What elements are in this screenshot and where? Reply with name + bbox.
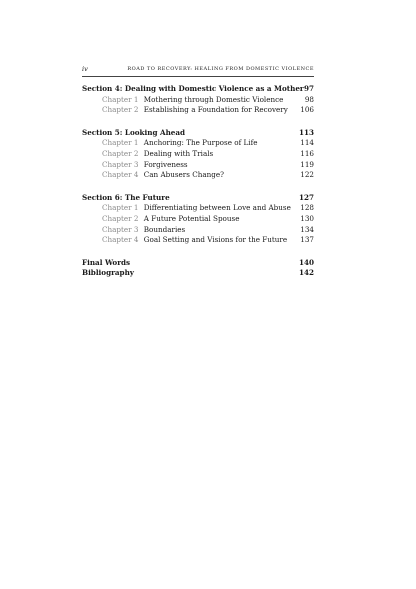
running-head	[82, 64, 314, 77]
section-label: Section 6:	[82, 192, 123, 202]
chapter-page-number: 98	[304, 94, 314, 104]
toc-chapter-row	[82, 225, 314, 236]
toc-chapter-row	[82, 160, 314, 171]
end-matter-row	[82, 258, 314, 269]
end-matter-title: Final Words	[82, 257, 131, 267]
chapter-number: Chapter 1	[102, 138, 139, 148]
end-matter-title: Bibliography	[82, 268, 134, 278]
chapter-title: Dealing with Trials	[143, 148, 214, 158]
chapter-number: Chapter 3	[102, 159, 139, 169]
toc-chapter-row	[82, 235, 314, 246]
toc-chapter-row	[82, 149, 314, 160]
chapter-number: Chapter 2	[102, 105, 139, 115]
chapter-title: A Future Potential Spouse	[143, 213, 240, 223]
chapter-title: Can Abusers Change?	[143, 170, 224, 180]
section-heading	[82, 84, 314, 95]
toc-chapter-row	[82, 170, 314, 181]
running-title: ROAD TO RECOVERY: HEALING FROM DOMESTIC VIOLENCE	[127, 66, 314, 72]
chapter-page-number: 114	[300, 138, 314, 148]
end-matter-page-number: 140	[298, 257, 314, 267]
section-heading	[82, 193, 314, 204]
chapter-number: Chapter 1	[102, 94, 139, 104]
chapter-number: Chapter 2	[102, 213, 139, 223]
toc-chapter-row	[82, 214, 314, 225]
section-page-number: 113	[298, 127, 314, 137]
section-title: The Future	[124, 192, 170, 202]
chapter-number: Chapter 2	[102, 148, 139, 158]
chapter-title: Goal Setting and Visions for the Future	[143, 235, 288, 245]
end-matter-row	[82, 268, 314, 279]
chapter-title: Establishing a Foundation for Recovery	[143, 105, 288, 115]
toc-section-6	[82, 193, 314, 246]
section-title: Dealing with Domestic Violence as a Mother	[124, 84, 304, 93]
chapter-title: Boundaries	[143, 224, 186, 234]
section-label: Section 5:	[82, 127, 123, 137]
chapter-number: Chapter 3	[102, 224, 139, 234]
toc-chapter-row	[82, 203, 314, 214]
chapter-page-number: 122	[300, 170, 314, 180]
chapter-page-number: 106	[300, 105, 314, 115]
section-label: Section 4:	[82, 84, 123, 93]
toc-section-5	[82, 128, 314, 181]
end-matter-page-number: 142	[298, 268, 314, 278]
chapter-page-number: 137	[300, 235, 314, 245]
section-heading	[82, 128, 314, 139]
table-of-contents	[82, 84, 314, 279]
chapter-title: Differentiating between Love and Abuse	[143, 203, 291, 213]
chapter-page-number: 128	[300, 203, 314, 213]
section-page-number: 97	[303, 84, 314, 93]
toc-end-matter	[82, 258, 314, 279]
chapter-page-number: 130	[300, 213, 314, 223]
chapter-title: Forgiveness	[143, 159, 188, 169]
chapter-page-number: 119	[300, 159, 314, 169]
chapter-number: Chapter 4	[102, 170, 139, 180]
chapter-page-number: 116	[300, 148, 314, 158]
toc-chapter-row	[82, 95, 314, 106]
chapter-number: Chapter 4	[102, 235, 139, 245]
chapter-title: Mothering through Domestic Violence	[143, 94, 284, 104]
toc-section-4	[82, 84, 314, 116]
section-title: Looking Ahead	[124, 127, 186, 137]
chapter-number: Chapter 1	[102, 203, 139, 213]
page-folio: iv	[82, 65, 88, 73]
toc-chapter-row	[82, 138, 314, 149]
section-page-number: 127	[298, 192, 314, 202]
chapter-title: Anchoring: The Purpose of Life	[143, 138, 258, 148]
toc-chapter-row	[82, 105, 314, 116]
chapter-page-number: 134	[300, 224, 314, 234]
